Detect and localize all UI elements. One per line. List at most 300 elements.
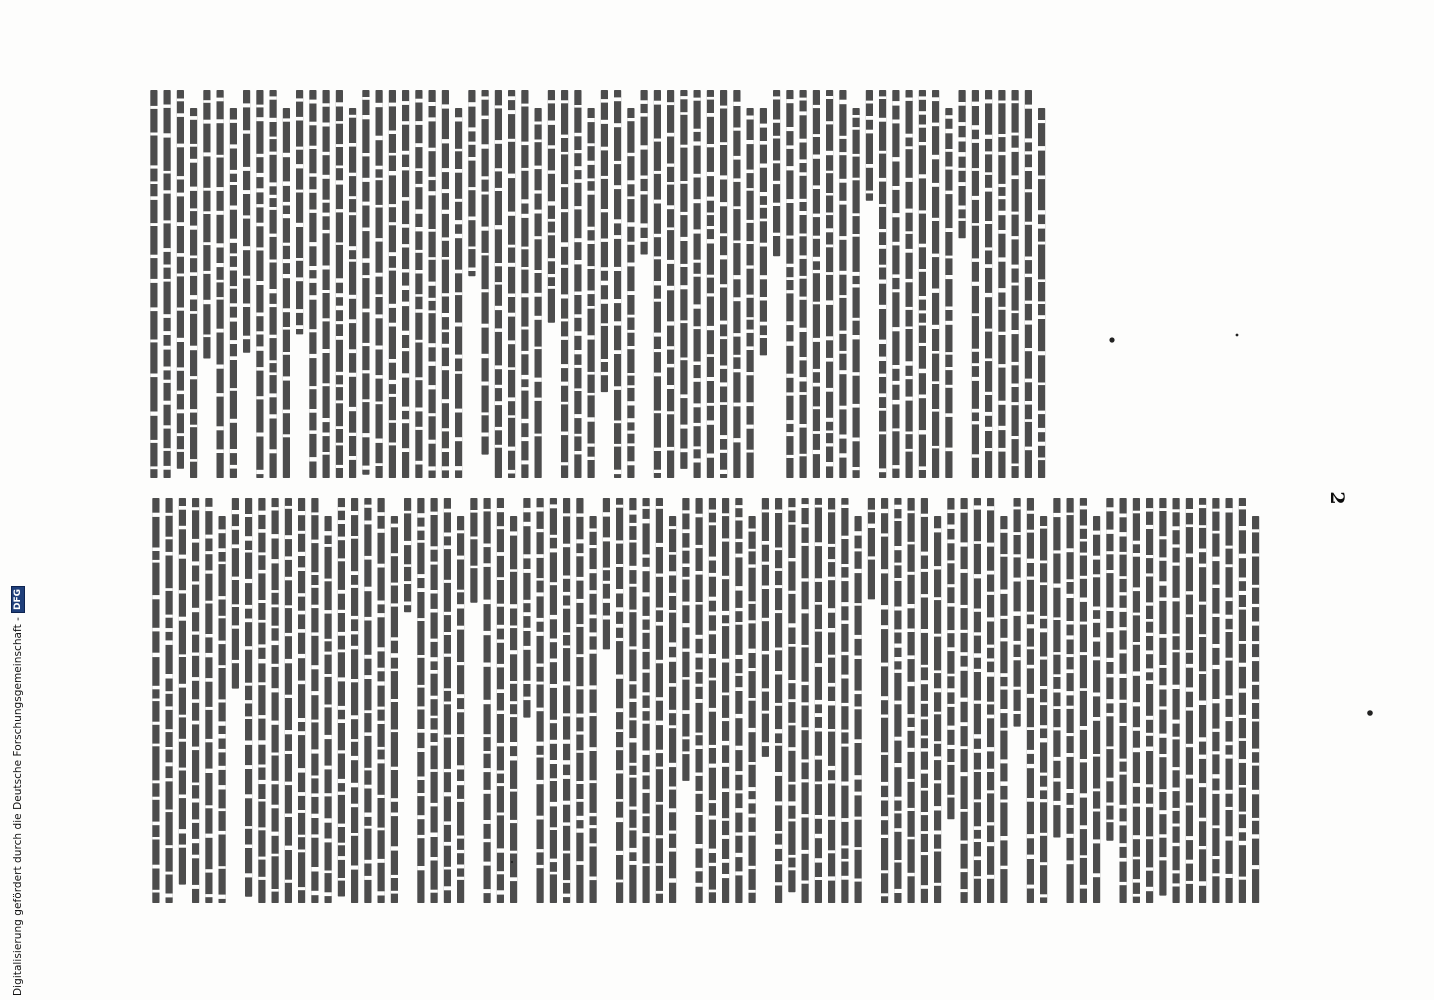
word-space <box>205 834 212 838</box>
word-space <box>775 882 782 885</box>
right-column-line <box>828 498 835 903</box>
word-space <box>561 382 568 386</box>
word-space <box>972 282 979 286</box>
word-space <box>616 624 623 628</box>
word-space <box>404 581 411 584</box>
word-space <box>722 693 729 696</box>
word-space <box>881 835 888 838</box>
word-space <box>152 822 159 826</box>
word-space <box>256 188 263 192</box>
word-space <box>535 236 542 239</box>
word-space <box>508 447 515 451</box>
word-space <box>548 274 555 277</box>
word-space <box>325 735 332 739</box>
word-space <box>455 169 462 173</box>
word-space <box>523 681 530 684</box>
word-space <box>243 215 250 218</box>
word-space <box>482 289 489 292</box>
word-space <box>1025 301 1032 304</box>
word-space <box>1067 706 1074 709</box>
word-space <box>1120 576 1127 579</box>
word-space <box>482 144 489 148</box>
word-space <box>548 121 555 125</box>
left-column-line <box>574 90 581 478</box>
word-space <box>561 265 568 268</box>
left-column-line <box>217 90 224 478</box>
word-space <box>457 604 464 608</box>
word-space <box>415 340 422 343</box>
word-space <box>643 649 650 652</box>
word-space <box>921 748 928 751</box>
word-space <box>457 709 464 712</box>
left-column-line <box>283 108 290 478</box>
word-space <box>192 653 199 656</box>
word-space <box>1093 657 1100 661</box>
word-space <box>1212 751 1219 754</box>
word-space <box>457 765 464 769</box>
word-space <box>868 524 875 528</box>
word-space <box>788 723 795 726</box>
word-space <box>190 376 197 379</box>
word-space <box>1120 700 1127 703</box>
word-space <box>722 718 729 721</box>
word-space <box>1226 598 1233 602</box>
word-space <box>1146 668 1153 672</box>
word-space <box>1146 525 1153 529</box>
word-space <box>735 608 742 611</box>
word-space <box>974 770 981 773</box>
word-space <box>881 533 888 536</box>
word-space <box>166 640 173 645</box>
word-space <box>680 358 687 361</box>
word-space <box>482 176 489 179</box>
word-space <box>747 402 754 406</box>
word-space <box>747 295 754 298</box>
word-space <box>669 710 676 713</box>
word-space <box>1053 706 1060 709</box>
word-space <box>309 173 316 176</box>
word-space <box>892 274 899 278</box>
word-space <box>495 140 502 144</box>
word-space <box>892 365 899 369</box>
word-space <box>643 692 650 695</box>
word-space <box>629 738 636 742</box>
word-space <box>205 894 212 897</box>
word-space <box>641 223 648 227</box>
word-space <box>735 673 742 676</box>
word-space <box>934 566 941 569</box>
word-space <box>762 742 769 746</box>
word-space <box>627 196 634 199</box>
word-space <box>457 626 464 630</box>
word-space <box>323 452 330 455</box>
word-space <box>563 632 570 635</box>
word-space <box>574 314 581 318</box>
word-space <box>258 827 265 830</box>
word-space <box>205 678 212 682</box>
word-space <box>203 335 210 338</box>
word-space <box>1212 699 1219 703</box>
word-space <box>258 659 265 664</box>
word-space <box>429 362 436 366</box>
word-space <box>588 118 595 122</box>
word-space <box>376 238 383 242</box>
word-space <box>203 300 210 304</box>
word-space <box>550 778 557 781</box>
word-space <box>786 420 793 424</box>
word-space <box>1186 664 1193 668</box>
word-space <box>669 808 676 812</box>
word-space <box>164 279 171 282</box>
word-space <box>1106 713 1113 716</box>
right-column-line <box>311 498 318 903</box>
word-space <box>1080 688 1087 691</box>
word-space <box>1025 189 1032 192</box>
word-space <box>429 229 436 232</box>
word-space <box>442 257 449 260</box>
right-column-line <box>166 498 173 903</box>
word-space <box>484 631 491 635</box>
word-space <box>205 769 212 773</box>
word-space <box>457 662 464 665</box>
word-space <box>733 369 740 372</box>
word-space <box>285 556 292 560</box>
word-space <box>230 239 237 243</box>
word-space <box>722 513 729 516</box>
word-space <box>696 602 703 605</box>
word-space <box>1080 553 1087 556</box>
word-space <box>325 531 332 535</box>
word-space <box>243 304 250 308</box>
word-space <box>535 270 542 273</box>
word-space <box>166 872 173 875</box>
word-space <box>627 385 634 388</box>
word-space <box>576 513 583 516</box>
word-space <box>590 590 597 594</box>
word-space <box>285 605 292 608</box>
word-space <box>839 453 846 457</box>
word-space <box>351 571 358 575</box>
word-space <box>177 367 184 370</box>
word-space <box>1133 671 1140 675</box>
word-space <box>364 785 371 789</box>
word-space <box>1080 885 1087 889</box>
word-space <box>309 386 316 389</box>
word-space <box>879 393 886 397</box>
word-space <box>336 306 343 311</box>
word-space <box>309 430 316 434</box>
word-space <box>894 701 901 705</box>
word-space <box>932 446 939 449</box>
word-space <box>1038 210 1045 214</box>
word-space <box>1146 747 1153 752</box>
word-space <box>629 510 636 514</box>
word-space <box>152 890 159 893</box>
word-space <box>762 711 769 714</box>
word-space <box>775 671 782 675</box>
word-space <box>667 133 674 137</box>
word-space <box>177 274 184 277</box>
word-space <box>389 420 396 423</box>
word-space <box>841 876 848 880</box>
right-column-line <box>1173 498 1180 903</box>
word-space <box>457 850 464 853</box>
word-space <box>1000 836 1007 840</box>
word-space <box>179 739 186 742</box>
word-space <box>429 343 436 347</box>
word-space <box>1146 716 1153 720</box>
word-space <box>431 833 438 838</box>
word-space <box>484 663 491 667</box>
word-space <box>192 699 199 703</box>
word-space <box>760 192 767 196</box>
word-space <box>762 688 769 691</box>
word-space <box>166 762 173 766</box>
left-column-line <box>164 90 171 478</box>
word-space <box>919 244 926 248</box>
word-space <box>576 686 583 689</box>
word-space <box>431 657 438 661</box>
word-space <box>364 587 371 592</box>
word-space <box>508 367 515 370</box>
word-space <box>402 197 409 201</box>
word-space <box>773 233 780 236</box>
word-space <box>722 659 729 663</box>
word-space <box>879 245 886 249</box>
word-space <box>351 536 358 539</box>
word-space <box>482 192 489 195</box>
word-space <box>219 866 226 869</box>
word-space <box>232 625 239 628</box>
word-space <box>230 419 237 423</box>
word-space <box>510 851 517 854</box>
word-space <box>444 792 451 796</box>
word-space <box>906 178 913 182</box>
word-space <box>998 101 1005 104</box>
word-space <box>402 286 409 290</box>
word-space <box>839 136 846 139</box>
word-space <box>258 715 265 719</box>
word-space <box>336 166 343 169</box>
word-space <box>205 507 212 511</box>
word-space <box>548 170 555 173</box>
word-space <box>336 321 343 324</box>
word-space <box>855 707 862 710</box>
word-space <box>802 727 809 730</box>
word-space <box>166 674 173 679</box>
word-space <box>1146 508 1153 512</box>
word-space <box>351 739 358 742</box>
word-space <box>203 100 210 103</box>
word-space <box>272 854 279 857</box>
word-space <box>1000 800 1007 803</box>
word-space <box>179 768 186 771</box>
word-space <box>709 631 716 635</box>
word-space <box>362 202 369 206</box>
word-space <box>468 187 475 190</box>
word-space <box>826 388 833 392</box>
word-space <box>1212 509 1219 512</box>
word-space <box>828 608 835 613</box>
word-space <box>245 536 252 541</box>
word-space <box>205 601 212 604</box>
word-space <box>1038 176 1045 180</box>
word-space <box>749 620 756 623</box>
word-space <box>495 168 502 171</box>
word-space <box>866 116 873 120</box>
dfg-logo-icon: DFG <box>11 586 25 613</box>
word-space <box>1040 738 1047 742</box>
word-space <box>364 675 371 679</box>
word-space <box>998 257 1005 261</box>
word-space <box>245 794 252 798</box>
word-space <box>826 121 833 124</box>
word-space <box>429 191 436 195</box>
word-space <box>614 267 621 271</box>
word-space <box>442 399 449 403</box>
word-space <box>947 560 954 563</box>
word-space <box>508 212 515 216</box>
word-space <box>747 116 754 120</box>
word-space <box>378 707 385 710</box>
word-space <box>336 443 343 446</box>
word-space <box>256 313 263 317</box>
word-space <box>800 377 807 381</box>
word-space <box>245 700 252 703</box>
word-space <box>707 354 714 357</box>
word-space <box>497 577 504 580</box>
word-space <box>417 777 424 781</box>
word-space <box>521 437 528 441</box>
word-space <box>219 721 226 725</box>
word-space <box>444 509 451 513</box>
word-space <box>588 444 595 447</box>
word-space <box>550 582 557 585</box>
word-space <box>1239 663 1246 667</box>
word-space <box>1146 887 1153 891</box>
word-space <box>164 133 171 137</box>
word-space <box>296 117 303 121</box>
right-column-line <box>841 498 848 903</box>
word-space <box>696 883 703 887</box>
right-column-line <box>643 498 650 903</box>
word-space <box>152 722 159 725</box>
word-space <box>258 682 265 685</box>
word-space <box>484 563 491 567</box>
word-space <box>309 242 316 246</box>
word-space <box>203 242 210 245</box>
word-space <box>497 813 504 816</box>
word-space <box>947 647 954 651</box>
word-space <box>987 658 994 661</box>
left-column-line <box>349 108 356 478</box>
word-space <box>309 409 316 413</box>
word-space <box>495 365 502 369</box>
word-space <box>894 563 901 566</box>
right-column-line <box>947 498 954 819</box>
word-space <box>309 278 316 283</box>
word-space <box>362 228 369 232</box>
word-space <box>826 228 833 232</box>
word-space <box>919 142 926 145</box>
word-space <box>495 401 502 405</box>
word-space <box>1133 702 1140 706</box>
word-space <box>391 553 398 556</box>
word-space <box>298 511 305 515</box>
left-column-line <box>945 108 952 478</box>
word-space <box>523 697 530 701</box>
word-space <box>1038 279 1045 282</box>
word-space <box>839 236 846 240</box>
word-space <box>468 142 475 145</box>
word-space <box>482 433 489 437</box>
word-space <box>855 569 862 573</box>
word-space <box>431 803 438 807</box>
right-column-line <box>537 498 544 903</box>
word-space <box>219 562 226 565</box>
right-column-line <box>881 498 888 903</box>
word-space <box>1159 597 1166 601</box>
word-space <box>879 340 886 344</box>
word-space <box>1040 773 1047 776</box>
word-space <box>364 521 371 525</box>
word-space <box>1199 818 1206 822</box>
left-column-line <box>150 90 157 478</box>
word-space <box>654 281 661 285</box>
word-space <box>906 231 913 234</box>
word-space <box>429 102 436 106</box>
word-space <box>351 646 358 650</box>
word-space <box>535 140 542 143</box>
word-space <box>362 370 369 373</box>
word-space <box>603 616 610 620</box>
word-space <box>574 206 581 209</box>
word-space <box>853 154 860 157</box>
word-space <box>298 531 305 534</box>
word-space <box>351 756 358 760</box>
word-space <box>879 357 886 361</box>
word-space <box>1226 658 1233 661</box>
word-space <box>919 369 926 374</box>
word-space <box>680 449 687 453</box>
word-space <box>1239 785 1246 788</box>
word-space <box>219 831 226 835</box>
right-column-line <box>351 498 358 903</box>
word-space <box>338 677 345 681</box>
word-space <box>747 425 754 429</box>
word-space <box>601 209 608 212</box>
word-space <box>1040 725 1047 728</box>
word-space <box>588 191 595 195</box>
word-space <box>1106 820 1113 823</box>
word-space <box>773 120 780 123</box>
word-space <box>947 584 954 587</box>
word-space <box>164 314 171 318</box>
word-space <box>641 113 648 117</box>
word-space <box>510 742 517 746</box>
word-space <box>961 542 968 546</box>
word-space <box>813 406 820 409</box>
word-space <box>614 123 621 127</box>
word-space <box>841 703 848 706</box>
word-space <box>1212 644 1219 648</box>
word-space <box>1199 549 1206 553</box>
word-space <box>1067 669 1074 673</box>
word-space <box>431 590 438 594</box>
word-space <box>455 323 462 327</box>
word-space <box>1014 532 1021 535</box>
word-space <box>802 504 809 508</box>
